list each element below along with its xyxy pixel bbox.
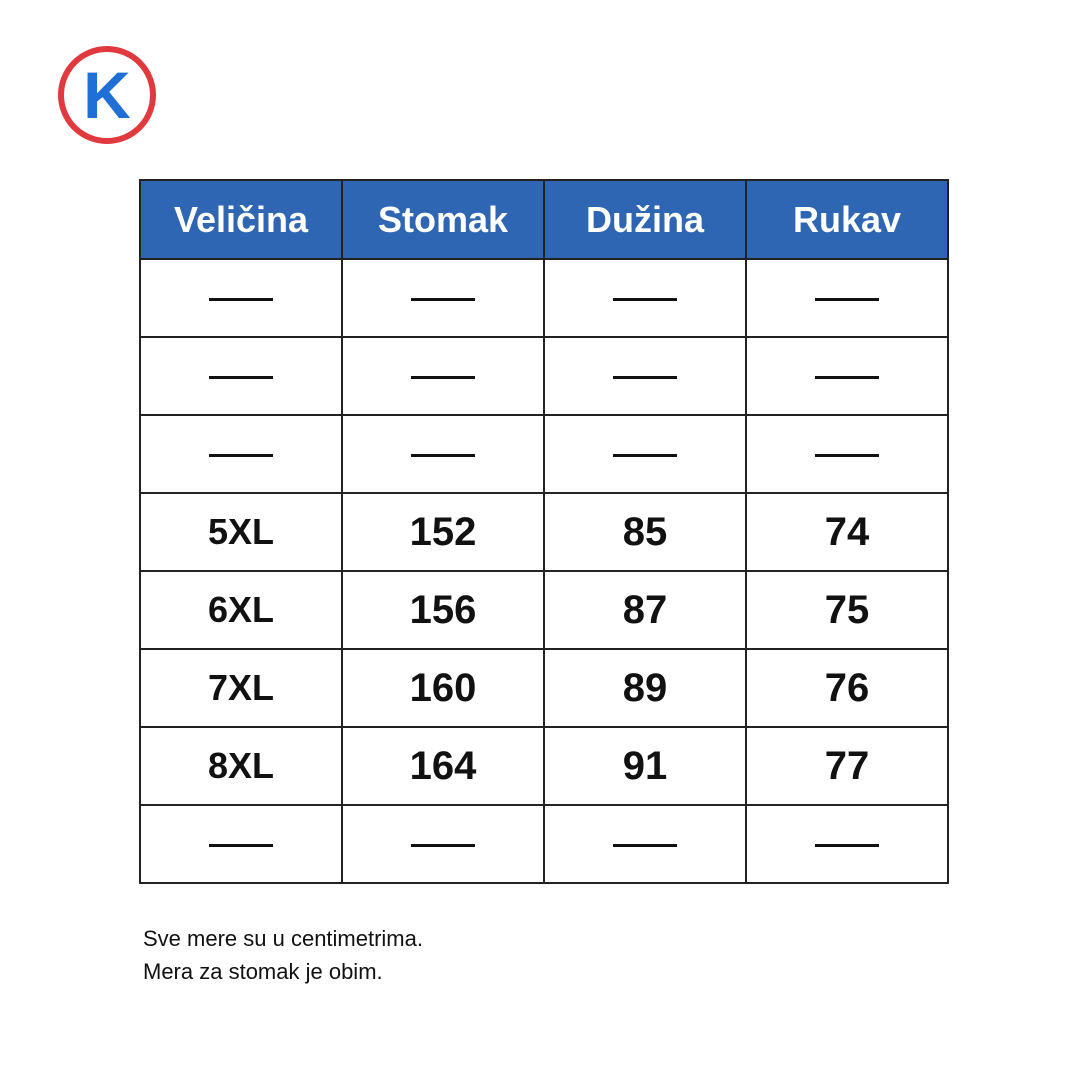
cell-duzina: 89 (544, 649, 746, 727)
dash-placeholder (209, 298, 273, 301)
dash-placeholder (613, 454, 677, 457)
cell-stomak: 160 (342, 649, 544, 727)
cell-size: 5XL (140, 493, 342, 571)
cell-size: 8XL (140, 727, 342, 805)
cell-stomak: 164 (342, 727, 544, 805)
empty-cell (746, 415, 948, 493)
empty-cell (140, 337, 342, 415)
logo-letter: K (83, 58, 131, 132)
dash-placeholder (613, 844, 677, 847)
brand-logo (57, 45, 157, 145)
cell-rukav: 74 (746, 493, 948, 571)
empty-cell (544, 415, 746, 493)
cell-duzina: 91 (544, 727, 746, 805)
cell-duzina: 87 (544, 571, 746, 649)
empty-cell (544, 259, 746, 337)
cell-size: 7XL (140, 649, 342, 727)
cell-stomak: 152 (342, 493, 544, 571)
dash-placeholder (209, 454, 273, 457)
empty-cell (746, 805, 948, 883)
notes (143, 922, 423, 988)
dash-placeholder (815, 844, 879, 847)
dash-placeholder (815, 454, 879, 457)
cell-rukav: 75 (746, 571, 948, 649)
note-units: Sve mere su u centimetrima. (143, 926, 423, 951)
dash-placeholder (411, 298, 475, 301)
table-row (140, 727, 948, 805)
empty-cell (140, 415, 342, 493)
empty-cell (342, 259, 544, 337)
dash-placeholder (613, 376, 677, 379)
header-stomak: Stomak (342, 180, 544, 259)
dash-placeholder (815, 376, 879, 379)
empty-cell (342, 337, 544, 415)
table-row (140, 337, 948, 415)
table-header-row (140, 180, 948, 259)
cell-rukav: 76 (746, 649, 948, 727)
cell-stomak: 156 (342, 571, 544, 649)
empty-cell (544, 805, 746, 883)
dash-placeholder (815, 298, 879, 301)
cell-duzina: 85 (544, 493, 746, 571)
header-rukav: Rukav (746, 180, 948, 259)
empty-cell (746, 337, 948, 415)
header-velicina: Veličina (140, 180, 342, 259)
empty-cell (342, 805, 544, 883)
table-row (140, 259, 948, 337)
note-stomach: Mera za stomak je obim. (143, 959, 383, 984)
table-row (140, 649, 948, 727)
dash-placeholder (411, 376, 475, 379)
cell-size: 6XL (140, 571, 342, 649)
table-row (140, 493, 948, 571)
size-table (139, 179, 949, 884)
dash-placeholder (209, 376, 273, 379)
dash-placeholder (209, 844, 273, 847)
empty-cell (544, 337, 746, 415)
empty-cell (140, 805, 342, 883)
header-duzina: Dužina (544, 180, 746, 259)
dash-placeholder (411, 844, 475, 847)
table-body (140, 259, 948, 883)
cell-rukav: 77 (746, 727, 948, 805)
empty-cell (746, 259, 948, 337)
empty-cell (342, 415, 544, 493)
table-row (140, 571, 948, 649)
dash-placeholder (613, 298, 677, 301)
table-row (140, 415, 948, 493)
dash-placeholder (411, 454, 475, 457)
table-row (140, 805, 948, 883)
empty-cell (140, 259, 342, 337)
